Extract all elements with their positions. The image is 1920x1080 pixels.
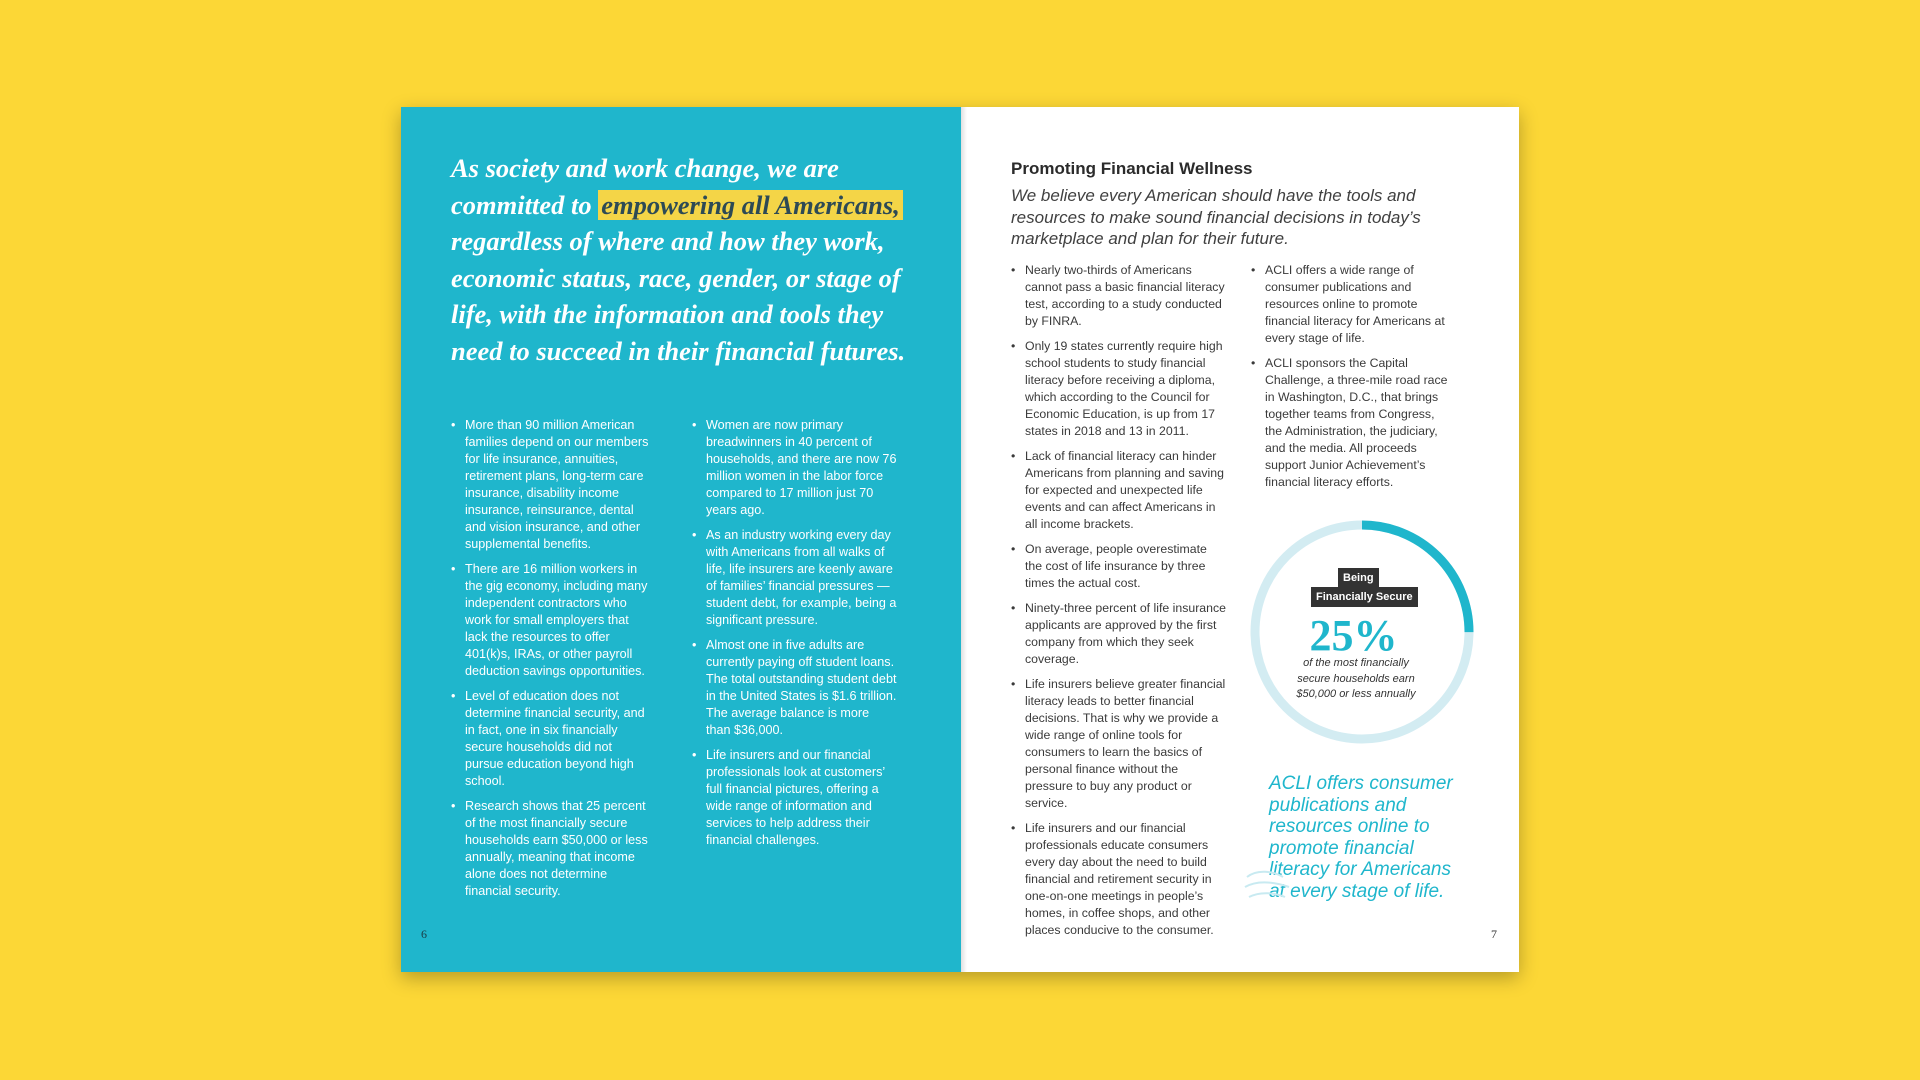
stat-percentage: 25% xyxy=(1309,611,1398,660)
pull-quote xyxy=(451,150,931,369)
bullet-item: • Research shows that 25 percent of the most financially secure households earn $50,000 or less annually, meaning that income alone does not determine financial security. xyxy=(451,798,651,900)
lead-paragraph: We believe every American should have the tools and resources to make sound financial decisions in today’s marketplace and plan for their future. xyxy=(1011,186,1421,248)
bullet-item: • Women are now primary breadwinners in 40 percent of households, and there are now 76 million women in the labor force compared to 17 million just 70 years ago. xyxy=(692,417,897,519)
bullet-item: • Life insurers and our financial professionals look at customers’ full financial pictures, offering a wide range of information and services to help address their financial challenges. xyxy=(692,747,897,849)
bullet-item: • On average, people overestimate the cost of life insurance by three times the actual cost. xyxy=(1011,541,1226,592)
right-column-2 xyxy=(1251,262,1451,499)
right-page xyxy=(961,107,1519,972)
decorative-swirl-icon xyxy=(1243,865,1303,905)
left-column-1 xyxy=(451,417,651,908)
left-page xyxy=(401,107,961,972)
gutter-shadow xyxy=(961,107,967,972)
bullet-item: • Only 19 states currently require high school students to study financial literacy before receiving a diploma, which according to the Council for Economic Education, is up from 17 states in 2018 and 13 in 2011. xyxy=(1011,338,1226,440)
bullet-item: • As an industry working every day with Americans from all walks of life, life insurers are keenly aware of families’ financial pressures — student debt, for example, being a significant pressure. xyxy=(692,527,897,629)
bullet-item: • ACLI sponsors the Capital Challenge, a three-mile road race in Washington, D.C., that brings together teams from Congress, the Administration, the judiciary, and the media. All proceeds support Junior Achievement’s financial literacy efforts. xyxy=(1251,355,1451,491)
stat-tag-line-2: Financially Secure xyxy=(1311,587,1418,607)
bullet-item: • Lack of financial literacy can hinder Americans from planning and saving for expected and unexpected life events and can affect Americans in all income brackets. xyxy=(1011,448,1226,533)
bullet-item: • There are 16 million workers in the gig economy, including many independent contractors who work for small employers that lack the resources to offer 401(k)s, IRAs, or other payroll deduction savings opportunities. xyxy=(451,561,651,680)
quote-highlight: empowering all Americans, xyxy=(598,190,903,220)
left-column-2 xyxy=(692,417,897,857)
bullet-item: • Life insurers and our financial professionals educate consumers every day about the need to build financial and retirement security in one-on-one meetings in people’s homes, in coffee shops, and other places conducive to the consumer. xyxy=(1011,820,1226,939)
bullet-item: • Level of education does not determine financial security, and in fact, one in six financially secure households did not pursue education beyond high school. xyxy=(451,688,651,790)
quote-text-start: As society and work change, we are committed to xyxy=(451,153,839,220)
stat-tag-line-1: Being xyxy=(1338,568,1379,588)
bullet-item: • Life insurers believe greater financial literacy leads to better financial decisions. That is why we provide a wide range of online tools for consumers to learn the basics of personal finance without the pressure to buy any product or service. xyxy=(1011,676,1226,812)
bullet-item: • Ninety-three percent of life insurance applicants are approved by the first company from which they seek coverage. xyxy=(1011,600,1226,668)
stat-caption: of the most financially secure households earn $50,000 or less annually xyxy=(1296,657,1416,700)
page-number-right: 7 xyxy=(1491,927,1497,941)
right-column-1 xyxy=(1011,262,1226,947)
quote-text-end: regardless of where and how they work, economic status, race, gender, or stage of life, with the information and tools they need to succeed in their financial futures. xyxy=(451,226,906,366)
bullet-item: • More than 90 million American families depend on our members for life insurance, annuities, retirement plans, long-term care insurance, disability income insurance, reinsurance, dental and vision insurance, and other supplemental benefits. xyxy=(451,417,651,553)
callout-quote: ACLI offers consumer publications and resources online to promote financial literacy for Americans at every stage of life. xyxy=(1269,773,1453,902)
page-number-left: 6 xyxy=(421,927,427,941)
brochure-spread xyxy=(401,107,1519,972)
bullet-item: • ACLI offers a wide range of consumer publications and resources online to promote financial literacy for Americans at every stage of life. xyxy=(1251,262,1451,347)
section-heading: Promoting Financial Wellness xyxy=(1011,159,1253,178)
bullet-item: • Almost one in five adults are currently paying off student loans. The total outstanding student debt in the United States is $1.6 trillion. The average balance is more than $36,000. xyxy=(692,637,897,739)
bullet-item: • Nearly two-thirds of Americans cannot pass a basic financial literacy test, according to a study conducted by FINRA. xyxy=(1011,262,1226,330)
